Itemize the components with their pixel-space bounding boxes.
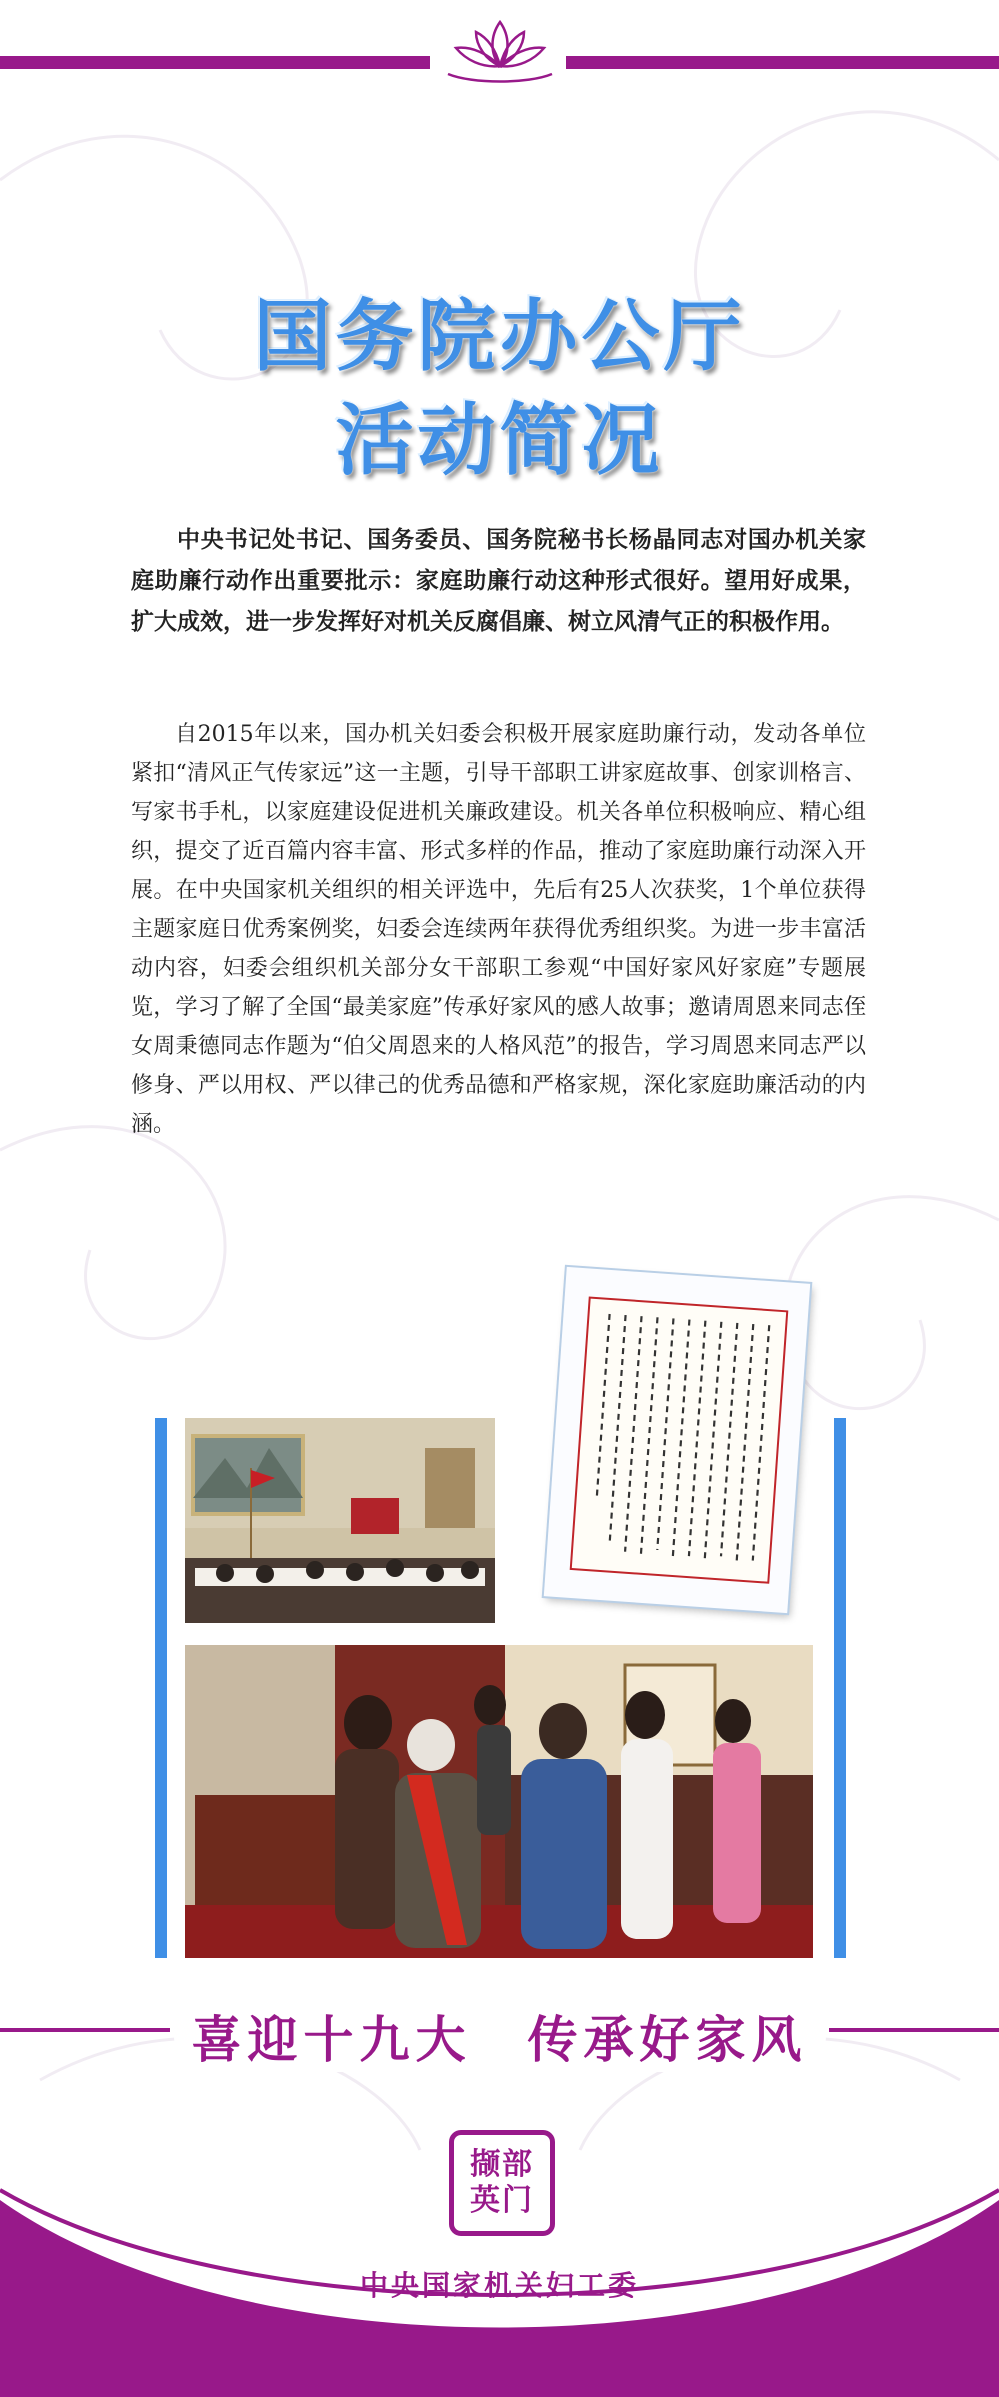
seal-logo — [449, 2130, 555, 2236]
page-title-line2: 活动简况 — [335, 396, 664, 486]
footer-organization: 中央国家机关妇工委 — [359, 2269, 639, 2302]
intro-text: 中央书记处书记、国务委员、国务院秘书长杨晶同志对国办机关家庭助廉行动作出重要批示：家庭助廉行动这种形式很好。望用好成果，扩大成效，进一步发挥好对机关反腐倡廉、树立风清气正的积极作用。 — [131, 527, 866, 635]
meeting-room-scene — [185, 1418, 495, 1623]
calligraphy-red-border — [570, 1296, 789, 1583]
award-ceremony-scene — [185, 1645, 813, 1958]
intro-paragraph — [131, 520, 866, 643]
lotus-icon — [442, 14, 558, 86]
photo-frame-bar-left — [155, 1418, 167, 1958]
calligraphy-letter-image — [544, 1267, 810, 1613]
slogan-right: 传承好家风 — [510, 2000, 826, 2072]
slogan-left: 喜迎十九大 — [174, 2000, 490, 2072]
seal-line2: 英门 — [470, 2183, 534, 2218]
seal-line1: 撷部 — [470, 2147, 534, 2182]
calligraphy-strokes — [572, 1299, 786, 1582]
body-paragraph — [131, 715, 866, 1144]
top-bar-left — [0, 56, 430, 69]
body-text: 自2015年以来，国办机关妇委会积极开展家庭助廉行动，发动各单位紧扣“清风正气传家远”这一主题，引导干部职工讲家庭故事、创家训格言、写家书手札，以家庭建设促进机关廉政建设。机关各单位积极响应、精心组织，提交了近百篇内容丰富、形式多样的作品，推动了家庭助廉行动深入开展。在中央国家机关组织的相关评选中，先后有25人次获奖，1个单位获得主题家庭日优秀案例奖，妇委会连续两年获得优秀组织奖。为进一步丰富活动内容，妇委会组织机关部分女干部职工参观“中国好家风好家庭”专题展览，学习了解了全国“最美家庭”传承好家风的感人故事；邀请周恩来同志侄女周秉德同志作题为“伯父周恩来的人格风范”的报告，学习周恩来同志严以修身、严以用权、严以律己的优秀品德和严格家规，深化家庭助廉活动的内涵。 — [131, 722, 866, 1137]
slogan-banner — [0, 2000, 999, 2072]
award-ceremony-photo — [185, 1645, 813, 1958]
meeting-room-photo — [185, 1418, 495, 1623]
top-bar-right — [566, 56, 999, 69]
photo-frame-bar-right — [834, 1418, 846, 1958]
page-title-line1: 国务院办公厅 — [253, 292, 746, 382]
